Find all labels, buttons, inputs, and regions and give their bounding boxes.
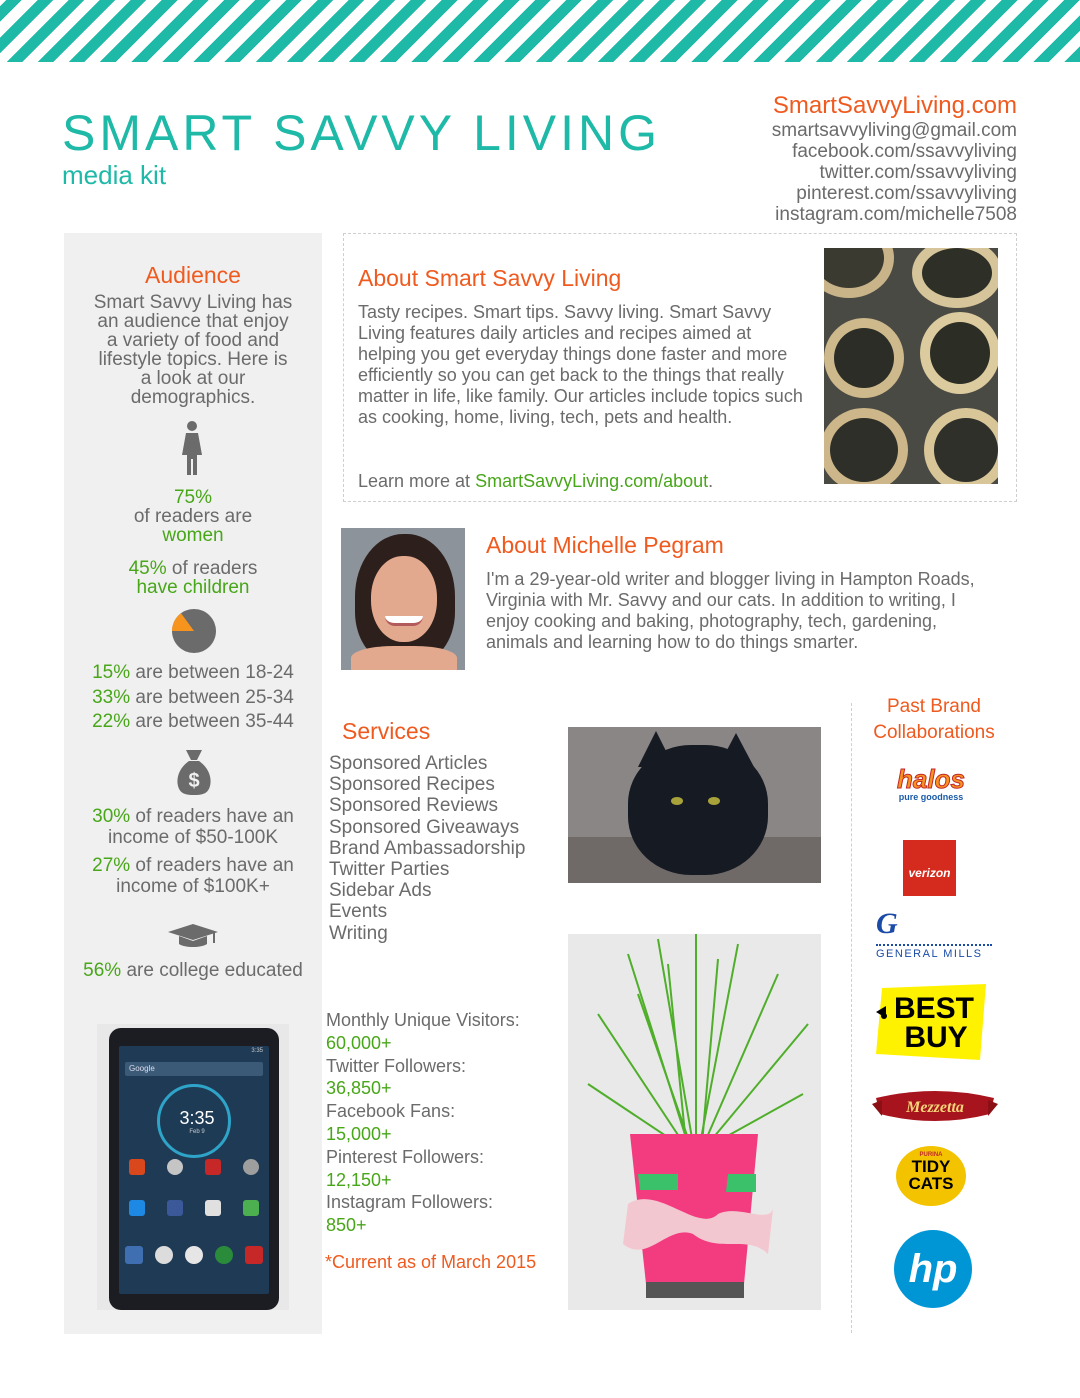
michelle-portrait-photo: [341, 528, 465, 670]
service-item: Sidebar Ads: [329, 880, 432, 902]
striped-header-band: [0, 0, 1080, 62]
halos-logo: halos pure goodness: [897, 764, 965, 802]
email-link[interactable]: smartsavvyliving@gmail.com: [771, 120, 1017, 141]
women-label: women: [162, 525, 224, 546]
age-row: 22% are between 35-44: [92, 711, 294, 732]
service-item: Sponsored Recipes: [329, 774, 495, 796]
contact-block: [772, 92, 1017, 225]
about-heading: About Smart Savvy Living: [358, 265, 622, 291]
hp-logo: hp: [894, 1230, 972, 1308]
phone-dock: [125, 1246, 263, 1264]
service-item: Events: [329, 901, 388, 923]
about-link[interactable]: SmartSavvyLiving.com/about: [475, 471, 709, 491]
tidy-cats-logo: PURINA TIDY CATS: [896, 1146, 966, 1206]
best-buy-logo: [876, 984, 989, 1060]
smartphone-photo: [97, 1024, 289, 1310]
phone-app-row-1: [129, 1159, 259, 1175]
service-item: Twitter Parties: [329, 859, 450, 881]
women-pct: 75%: [173, 487, 213, 508]
woman-icon: [180, 421, 204, 475]
services-heading: Services: [342, 718, 431, 744]
audience-intro-line: a look at our: [140, 368, 246, 389]
age-row: 15% are between 18-24: [92, 662, 294, 683]
audience-heading: Audience: [145, 262, 241, 288]
audience-intro-line: Smart Savvy Living has: [93, 292, 293, 313]
age-stats: [64, 661, 322, 735]
audience-intro: [64, 293, 322, 407]
stat-label: Pinterest Followers:: [326, 1146, 485, 1167]
brands-heading: Past Brand Collaborations: [873, 696, 995, 743]
grass-illustration: [568, 934, 821, 1310]
children-label: have children: [136, 577, 250, 598]
stats-footnote: *Current as of March 2015: [325, 1252, 537, 1272]
stat-label: Monthly Unique Visitors:: [326, 1010, 520, 1030]
stat-label: Instagram Followers:: [326, 1192, 494, 1213]
audience-intro-line: a variety of food and: [106, 330, 280, 351]
cat-grass-pot-photo: [568, 934, 821, 1310]
stat-value: 60,000+: [326, 1032, 392, 1053]
verizon-logo: verizon: [903, 840, 956, 896]
women-stat: [64, 488, 322, 545]
audience-intro-line: an audience that enjoy: [97, 311, 289, 332]
audience-intro-line: demographics.: [130, 387, 256, 408]
stat-label: Facebook Fans:: [326, 1101, 456, 1122]
service-item: Sponsored Reviews: [329, 795, 498, 817]
service-item: Sponsored Articles: [329, 753, 488, 774]
about-text: Tasty recipes. Smart tips. Savvy living. Smart Savvy Living features daily articles and recipes aimed at helping you get everyday things done faster and more efficiently so you can get back to the things that really matter in life, like family. Our articles include topics such as cooking, home, living, tech, pets and health.: [358, 302, 803, 427]
mezzetta-logo: [872, 1088, 998, 1126]
traffic-stats: [326, 1009, 520, 1237]
phone-status-time: 3:35: [251, 1048, 263, 1054]
income-50-stat: 30% of readers have an income of $50-100K: [92, 806, 294, 848]
facebook-link[interactable]: facebook.com/ssavvyliving: [792, 141, 1017, 162]
stat-label: Twitter Followers:: [326, 1055, 467, 1076]
service-item: Brand Ambassadorship: [329, 837, 526, 859]
instagram-link[interactable]: instagram.com/michelle7508: [775, 204, 1017, 225]
general-mills-logo: G GENERAL MILLS: [876, 910, 992, 960]
svg-text:Mezzetta: Mezzetta: [906, 1099, 964, 1116]
page-title: SMART SAVVY LIVING: [62, 105, 662, 161]
services-list: [329, 753, 525, 944]
about-learn-more: Learn more at SmartSavvyLiving.com/about.: [358, 471, 714, 491]
svg-text:BUY: BUY: [904, 1021, 968, 1054]
michelle-text: I'm a 29-year-old writer and blogger living in Hampton Roads, Virginia with Mr. Savvy and our cats. In addition to writing, I enjoy cooking and baking, photography, tech, gardening, animals and learning how to do things smarter.: [486, 569, 975, 652]
women-text: of readers are: [133, 506, 253, 527]
phone-app-row-2: [129, 1200, 259, 1216]
website-link[interactable]: SmartSavvyLiving.com: [772, 92, 1017, 119]
michelle-heading: About Michelle Pegram: [486, 532, 724, 558]
svg-text:$: $: [188, 770, 200, 792]
phone-clock: 3:35: [179, 1108, 215, 1128]
service-item: Sponsored Giveaways: [329, 816, 520, 838]
twitter-link[interactable]: twitter.com/ssavvyliving: [819, 162, 1017, 183]
pinterest-link[interactable]: pinterest.com/ssavvyliving: [796, 183, 1017, 204]
stat-value: 36,850+: [326, 1078, 392, 1099]
svg-text:BEST: BEST: [893, 992, 975, 1025]
phone-search-bar: Google: [125, 1062, 263, 1076]
age-row: 33% are between 25-34: [92, 686, 294, 708]
stat-value: 850+: [326, 1215, 367, 1236]
audience-intro-line: lifestyle topics. Here is: [98, 349, 288, 370]
children-stat: [64, 559, 322, 597]
children-text: of readers: [166, 558, 258, 579]
phone-date: Feb 9: [189, 1129, 205, 1135]
stat-value: 15,000+: [326, 1123, 392, 1144]
graduation-cap-icon: [167, 923, 219, 949]
income-100-stat: 27% of readers have an income of $100K+: [92, 855, 294, 897]
page-subtitle: media kit: [62, 160, 167, 190]
service-item: Writing: [329, 922, 388, 944]
money-bag-icon: [176, 748, 212, 796]
children-pct: 45%: [128, 558, 167, 579]
black-cat-photo: [568, 727, 821, 883]
college-stat: 56% are college educated: [83, 960, 303, 981]
stuffed-mushrooms-photo: [824, 248, 998, 484]
age-pie-chart-icon: [171, 608, 217, 654]
brands-divider: [851, 703, 852, 1333]
stat-value: 12,150+: [326, 1169, 392, 1190]
